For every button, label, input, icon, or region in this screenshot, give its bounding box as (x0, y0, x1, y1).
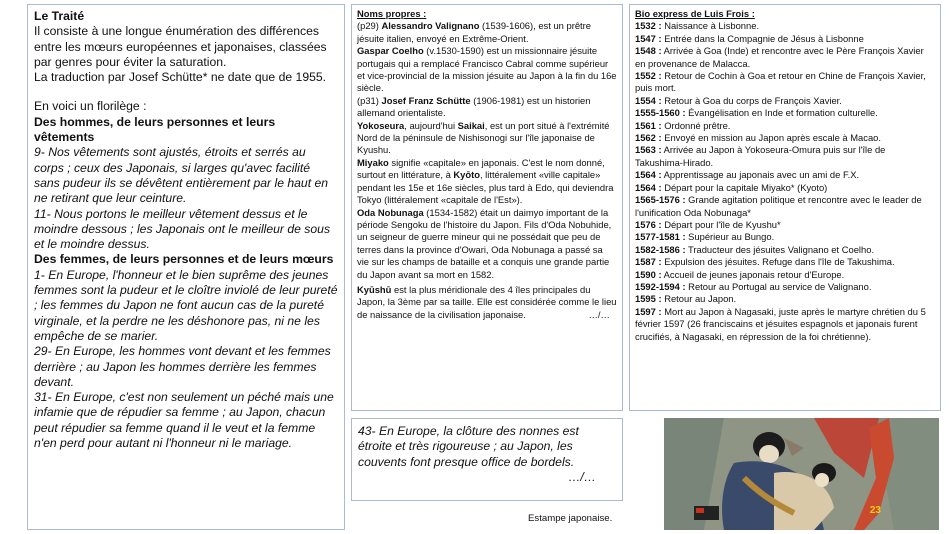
entry-prefix: (p31) (357, 94, 382, 106)
bio-text: Apprentissage au japonais avec un ami de F.X. (661, 169, 860, 181)
bio-text: Expulsion des jésuites. Refuge dans l'île de Takushima. (661, 256, 895, 268)
entry-name: Miyako (357, 156, 389, 168)
glossary-entry (357, 95, 617, 120)
bio-year: 1577-1581 : (635, 231, 686, 243)
quote-43-panel (351, 418, 623, 501)
bio-text: Entrée dans la Compagnie de Jésus à Lisbonne (661, 32, 864, 44)
glossary-entry (357, 20, 617, 45)
bio-entry (635, 293, 935, 305)
bio-year: 1564 : (635, 181, 662, 193)
entry-text: (1906-1981) est un historien allemand orientaliste. (357, 94, 591, 119)
bio-entry (635, 95, 935, 107)
entry-text: (1534-1582) était un daimyo important de la période Sengoku de l'histoire du Japon. Fils d'Oda Nobuhide, un seigneur de guerre mineur qui ne possédait que peu de terres dans la province d'Owari, Oda Nobunaga a passé sa vie sur les champs de bataille et a conquis une grande partie du Japon avant sa mort en 1582. (357, 206, 612, 280)
entry-text: est la plus méridionale des 4 îles principales du Japon, la 3ème par sa taille. Elle est considérée comme le lieu de naissance de la civilisation japonaise. (357, 283, 617, 320)
florilege-label: En voici un florilège : (34, 99, 147, 114)
bio-list (635, 20, 935, 343)
bio-year: 1597 : (635, 305, 662, 317)
bio-text: Accueil de jeunes japonais retour d'Europe. (661, 268, 845, 280)
glossary-entry (357, 45, 617, 95)
entry-text: , littéralement «ville capitale» pendant les 15e et 16e siècles, plus tard à Edo, qui deviendra Tokyo (littéralement «capitale de l'Est»). (357, 169, 614, 206)
entry-name: Oda Nobunaga (357, 206, 424, 218)
bio-text: Traducteur des jésuites Valignano et Coelho. (685, 243, 875, 255)
traite-intro: Il consiste à une longue énumération des différences entre les mœurs européennes et japonaises, classées par genres pour éviter la saturation. (34, 24, 327, 69)
entry-text: signifie «capitale» en japonais. C'est le nom donné, surtout en littérature, à (357, 156, 605, 181)
bio-text: Mort au Japon à Nagasaki, juste après le martyre chrétien du 5 février 1597 (26 franciscains et jésuites espagnols et japonais furent crucifiés, à Nagasaki, en répression de la foi chrétienne). (635, 305, 926, 342)
bio-year: 1595 : (635, 293, 662, 305)
bio-year: 1554 : (635, 94, 662, 106)
traite-panel (27, 4, 345, 530)
bio-entry (635, 45, 935, 70)
bio-text: Évangélisation en Inde et formation culturelle. (685, 107, 878, 119)
bio-entry (635, 194, 935, 219)
bio-entry (635, 219, 935, 231)
bio-text: Ordonné prêtre. (661, 119, 731, 131)
bio-year: 1587 : (635, 256, 662, 268)
print-illustration (664, 418, 939, 530)
bio-year: 1561 : (635, 119, 662, 131)
quote-item: 11- Nous portons le meilleur vêtement dessus et le moindre dessous ; les Japonais ont le meilleur de sous et le moindre dessus. (34, 206, 331, 252)
entry-name: Alessandro Valignano (381, 20, 480, 32)
section-heading-hommes: Des hommes, de leurs personnes et leurs vêtements (34, 114, 276, 145)
bio-year: 1576 : (635, 218, 662, 230)
bio-text: Envoyé en mission au Japon après escale à Macao. (661, 132, 881, 144)
bio-year: 1563 : (635, 144, 662, 156)
bio-text: Arrivée à Goa (Inde) et rencontre avec le Père François Xavier en provenance de Malacca. (635, 45, 924, 69)
bio-text: Retour au Japon. (661, 293, 737, 305)
bio-entry (635, 144, 935, 169)
bio-year: 1562 : (635, 132, 662, 144)
glossary-entry (357, 207, 617, 281)
bio-title: Bio express de Luis Frois : (635, 8, 755, 19)
entry-text: (1539-1606), est un prêtre jésuite italien, envoyé en Extrême-Orient. (357, 20, 591, 44)
bio-text: Retour à Goa du corps de François Xavier. (661, 94, 842, 106)
bio-entry (635, 169, 935, 181)
bio-text: Retour de Cochin à Goa et retour en Chine de François Xavier, puis mort. (635, 70, 926, 94)
traite-translation: La traduction par Josef Schütte* ne date que de 1955. (34, 70, 327, 85)
bio-entry (635, 107, 935, 119)
traite-title: Le Traité (34, 9, 85, 23)
print-number-badge: 23 (869, 505, 881, 516)
bio-panel (629, 4, 941, 411)
bio-entry (635, 281, 935, 293)
bio-year: 1548 : (635, 45, 662, 57)
bio-text: Départ pour la capitale Miyako* (Kyoto) (661, 181, 828, 193)
quote-item: 31- En Europe, c'est non seulement un péché mais une infamie que de répudier sa femme ; au Japon, chacun peut répudier sa femme quand il le veut et la femme n'en perd pour autant ni l'honneur ni le mariage. (34, 390, 334, 451)
bio-entry (635, 269, 935, 281)
bio-entry (635, 182, 935, 194)
bio-entry (635, 20, 935, 32)
entry-name: Kyōto (453, 169, 480, 181)
bio-text: Retour au Portugal au service de Valignano. (685, 280, 872, 292)
bio-year: 1555-1560 : (635, 107, 686, 119)
continuation-mark: …/… (588, 308, 610, 320)
bio-entry (635, 70, 935, 95)
japanese-print-image (664, 418, 939, 530)
quote-item: 1- En Europe, l'honneur et le bien suprême des jeunes femmes sont la pudeur et le cloître inviolé de leur pureté ; les femmes du Japon ne font aucun cas de la pureté virginale, et la perdre ne les déshonore pas, ni ne les empêche de se marier. (34, 267, 338, 343)
noms-propres-title: Noms propres : (357, 8, 427, 19)
quote-item: 9- Nos vêtements sont ajustés, étroits et serrés au corps ; ceux des Japonais, si larges qu'avec facilité sans pudeur ils se dévêtent entièrement par le haut en ne retirant que leur ceinture. (34, 145, 329, 206)
bio-entry (635, 244, 935, 256)
quote-43: 43- En Europe, la clôture des nonnes est étroite et très rigoureuse ; au Japon, les couvents font presque office de bordels. (358, 424, 579, 469)
bio-year: 1565-1576 : (635, 194, 686, 206)
bio-text: Arrivée au Japon à Yokoseura-Omura puis sur l'île de Takushima-Hirado. (635, 144, 886, 168)
bio-entry (635, 132, 935, 144)
entry-text: , aujourd'hui (404, 119, 458, 131)
bio-year: 1547 : (635, 32, 662, 44)
bio-entry (635, 306, 935, 343)
entry-name: Kyūshū (357, 283, 392, 295)
entry-prefix: (p29) (357, 20, 382, 32)
bio-year: 1552 : (635, 70, 662, 82)
image-caption: Estampe japonaise. (528, 513, 613, 524)
bio-text: Supérieur au Bungo. (685, 231, 775, 243)
entry-name: Saikai (457, 119, 485, 131)
bio-year: 1590 : (635, 268, 662, 280)
glossary-entry (357, 120, 617, 157)
bio-entry (635, 256, 935, 268)
glossary-entry (357, 284, 617, 321)
bio-entry (635, 231, 935, 243)
entry-name: Yokoseura (357, 119, 405, 131)
bio-text: Départ pour l'île de Kyushu* (661, 218, 781, 230)
bio-text: Naissance à Lisbonne. (661, 20, 760, 32)
bio-year: 1592-1594 : (635, 280, 686, 292)
bio-text: Grande agitation politique et rencontre avec le leader de l'unification Oda Nobunaga* (635, 194, 922, 218)
bio-entry (635, 33, 935, 45)
quote-item: 29- En Europe, les hommes vont devant et les femmes derrière ; au Japon les hommes derrière les femmes devant. (34, 344, 331, 389)
bio-year: 1564 : (635, 169, 662, 181)
entry-name: Josef Franz Schütte (381, 94, 471, 106)
bio-entry (635, 120, 935, 132)
bio-year: 1532 : (635, 20, 662, 32)
glossary-entry (357, 157, 617, 207)
entry-text: (v.1530-1590) est un missionnaire jésuite portugais qui a remplacé Francisco Cabral comme supérieur et vice-provincial de la mission jésuite au Japon à la fin du 16e siècle. (357, 45, 617, 94)
entry-name: Gaspar Coelho (357, 45, 424, 57)
bio-year: 1582-1586 : (635, 243, 686, 255)
noms-propres-panel (351, 4, 623, 411)
continuation-mark: …/… (568, 469, 596, 484)
entry-text: , est un port situé à l'extrémité Nord de la péninsule de Nishisonogi sur l'île japonaise de Kyushu. (357, 119, 610, 156)
section-heading-femmes: Des femmes, de leurs personnes et de leurs mœurs (34, 252, 334, 267)
